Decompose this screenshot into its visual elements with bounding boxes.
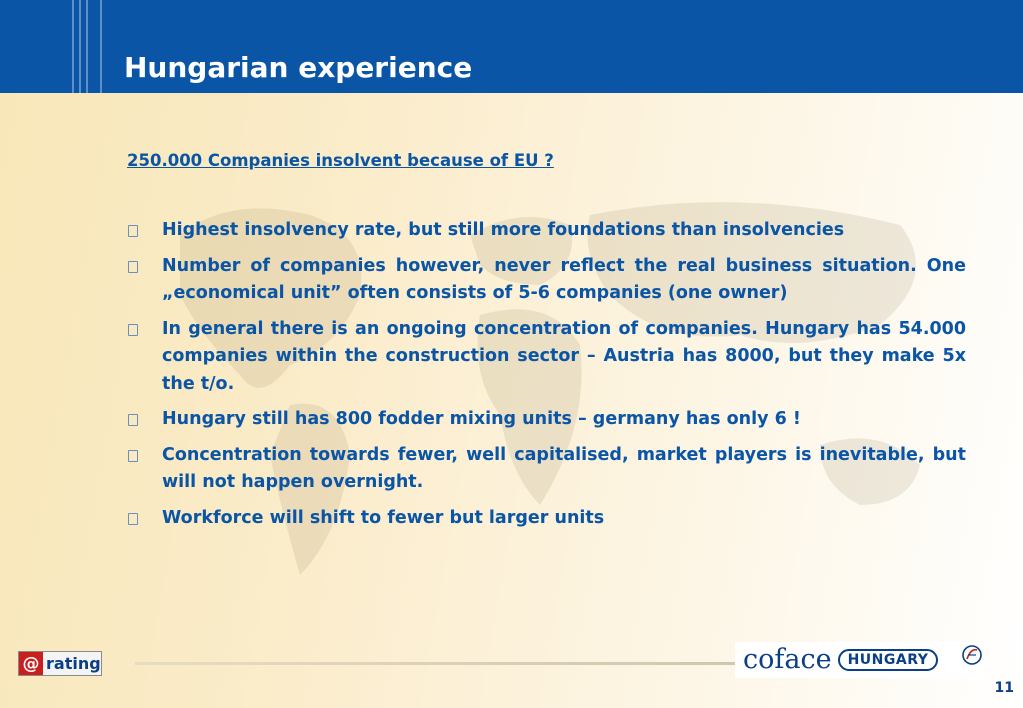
list-item: [124, 406, 966, 434]
page-title: Hungarian experience: [124, 51, 473, 84]
list-item: [124, 505, 966, 533]
bullet-box-icon: [128, 414, 138, 426]
bullet-box-icon: [128, 261, 138, 273]
bullet-text: Hungary still has 800 fodder mixing units – germany has only 6 !: [162, 409, 801, 429]
bullet-text: Number of companies however, never reflect the real business situation. One „economical unit” often consists of 5-6 companies (one owner): [162, 255, 966, 303]
bullet-box-icon: [128, 324, 138, 336]
arating-logo-text: rating: [46, 654, 101, 673]
list-item: [124, 316, 966, 399]
arating-logo: [18, 651, 102, 676]
bullet-text: Highest insolvency rate, but still more foundations than insolvencies: [162, 220, 845, 240]
bullet-text: In general there is an ongoing concentration of companies. Hungary has 54.000 companies within the construction sector – Austria has 8000, but they make 5x the t/o.: [162, 318, 966, 394]
header-bar: [0, 0, 1023, 93]
bullet-box-icon: [128, 513, 138, 525]
list-item: [124, 217, 966, 245]
footer-divider: [135, 662, 755, 665]
section-subtitle: 250.000 Companies insolvent because of EU ?: [127, 151, 554, 170]
page-number: 11: [994, 680, 1014, 696]
bullet-list: [124, 217, 966, 540]
coface-emblem-icon: [961, 644, 983, 666]
bullet-box-icon: [128, 225, 138, 237]
list-item: [124, 442, 966, 497]
arating-at-mark: @: [19, 652, 43, 675]
list-item: [124, 253, 966, 308]
bullet-text: Concentration towards fewer, well capitalised, market players is inevitable, but will not happen overnight.: [162, 444, 966, 492]
bullet-box-icon: [128, 450, 138, 462]
bullet-text: Workforce will shift to fewer but larger units: [162, 507, 605, 528]
coface-logo-country: HUNGARY: [838, 649, 939, 671]
coface-logo-word: coface: [743, 644, 832, 675]
header-decorative-lines: [70, 0, 110, 93]
coface-hungary-logo: [735, 642, 985, 678]
